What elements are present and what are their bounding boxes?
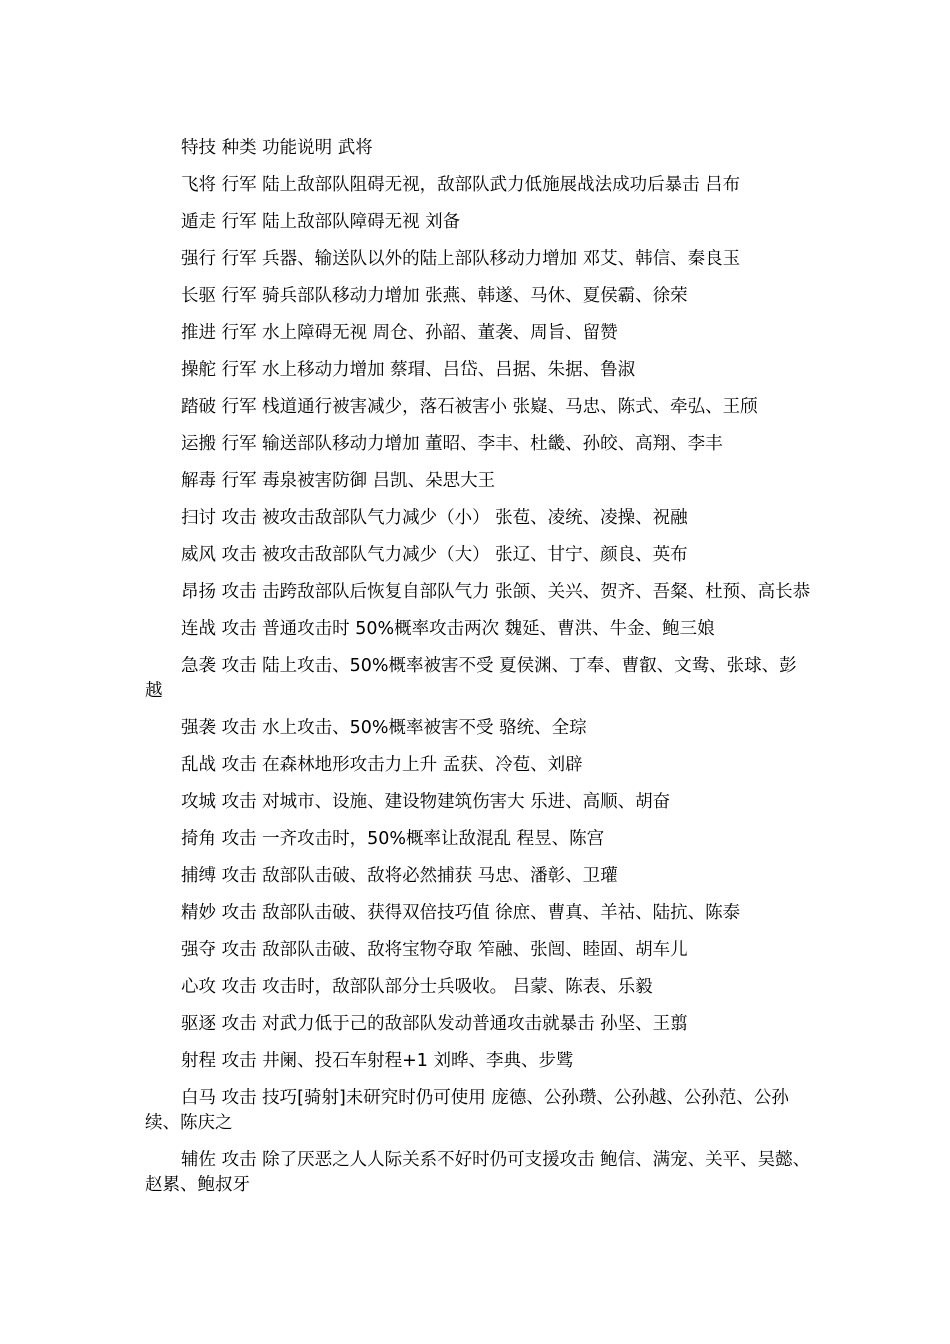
skill-line: 白马 攻击 技巧[骑射]未研究时仍可使用 庞德、公孙瓒、公孙越、公孙范、公孙续、陈庆之	[145, 1088, 789, 1133]
skill-line: 强行 行军 兵器、输送队以外的陆上部队移动力增加 邓艾、韩信、秦良玉	[181, 249, 741, 269]
skill-line: 运搬 行军 输送部队移动力增加 董昭、李丰、杜畿、孙皎、高翔、李丰	[181, 434, 723, 454]
skill-line: 射程 攻击 井阑、投石车射程+1 刘晔、李典、步骘	[181, 1051, 574, 1071]
document-body	[145, 136, 813, 1210]
skill-line: 扫讨 攻击 被攻击敌部队气力减少（小） 张苞、凌统、凌操、祝融	[181, 508, 688, 528]
skill-line: 辅佐 攻击 除了厌恶之人人际关系不好时仍可支援攻击 鲍信、满宠、关平、吴懿、赵累、鲍叔牙	[145, 1150, 811, 1195]
skill-line: 强夺 攻击 敌部队击破、敌将宝物夺取 笮融、张闿、睦固、胡车儿	[181, 940, 688, 960]
skill-line: 急袭 攻击 陆上攻击、50%概率被害不受 夏侯渊、丁奉、曹叡、文鸯、张球、彭越	[145, 656, 797, 701]
skill-line: 攻城 攻击 对城市、设施、建设物建筑伤害大 乐进、高顺、胡奋	[181, 792, 671, 812]
table-header-line: 特技 种类 功能说明 武将	[181, 138, 373, 158]
skill-line: 解毒 行军 毒泉被害防御 吕凯、朵思大王	[181, 471, 496, 491]
skill-line: 威风 攻击 被攻击敌部队气力减少（大） 张辽、甘宁、颜良、英布	[181, 545, 688, 565]
skill-line: 连战 攻击 普通攻击时 50%概率攻击两次 魏延、曹洪、牛金、鲍三娘	[181, 619, 715, 639]
skill-line: 操舵 行军 水上移动力增加 蔡瑁、吕岱、吕据、朱据、鲁淑	[181, 360, 636, 380]
skill-line: 飞将 行军 陆上敌部队阻碍无视，敌部队武力低施展战法成功后暴击 吕布	[181, 175, 741, 195]
skill-line: 心攻 攻击 攻击时，敌部队部分士兵吸收。 吕蒙、陈表、乐毅	[181, 977, 653, 997]
skill-line: 精妙 攻击 敌部队击破、获得双倍技巧值 徐庶、曹真、羊祜、陆抗、陈泰	[181, 903, 741, 923]
skill-line: 强袭 攻击 水上攻击、50%概率被害不受 骆统、全琮	[181, 718, 587, 738]
skill-line: 踏破 行军 栈道通行被害减少，落石被害小 张嶷、马忠、陈式、牵弘、王颀	[181, 397, 758, 417]
skill-line: 掎角 攻击 一齐攻击时，50%概率让敌混乱 程昱、陈宫	[181, 829, 605, 849]
skill-line: 捕缚 攻击 敌部队击破、敌将必然捕获 马忠、潘彰、卫瓘	[181, 866, 618, 886]
skill-line: 驱逐 攻击 对武力低于己的敌部队发动普通攻击就暴击 孙坚、王翦	[181, 1014, 688, 1034]
skill-line: 遁走 行军 陆上敌部队障碍无视 刘备	[181, 212, 461, 232]
skill-line: 推进 行军 水上障碍无视 周仓、孙韶、董袭、周旨、留赞	[181, 323, 618, 343]
skill-line: 长驱 行军 骑兵部队移动力增加 张燕、韩遂、马休、夏侯霸、徐荣	[181, 286, 688, 306]
skill-line: 昂扬 攻击 击跨敌部队后恢复自部队气力 张颌、关兴、贺齐、吾粲、杜预、高长恭	[181, 582, 811, 602]
skill-line: 乱战 攻击 在森林地形攻击力上升 孟获、冷苞、刘辟	[181, 755, 583, 775]
